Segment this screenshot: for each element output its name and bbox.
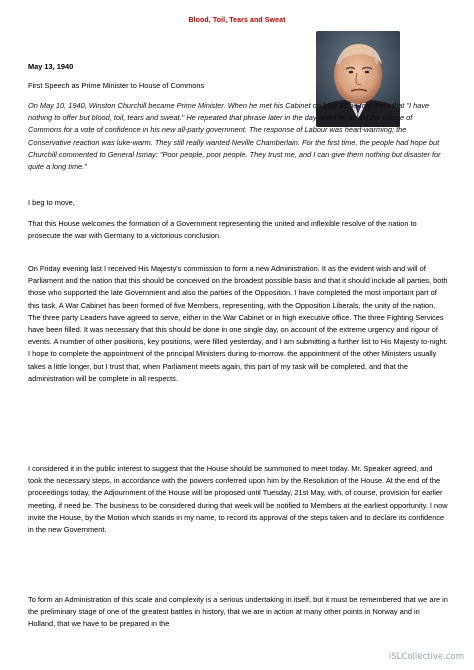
motion-text: That this House welcomes the formation of a Government representing the united and inflexible resolve of the nation to prosecute the war with Germany to a victorious conclusion. [28,219,417,241]
motion-intro: I beg to move, [28,198,75,207]
document-title: Blood, Toil, Tears and Sweat [188,17,286,24]
intro-paragraph: On May 10, 1940, Winston Churchill became Prime Minister. When he met his Cabinet on May 13 he told them that "I have nothing to offer but blood, toil, tears and sweat." He repeated that phrase later in the day when he asked the House of Commons for a vote of confidence in his new all-party government. The response of Labour was heart-warming; the Conservative reaction was luke-warm. They still really wanted Neville Chamberlain. For the first time, the people had hope but Churchill commented to General Ismay: "Poor people, poor people. They trust me, and I can give them nothing but disaster for quite a long time." [28,101,441,172]
site-watermark: iSLCollective.com [388,652,464,662]
speech-paragraph: To form an Administration of this scale and complexity is a serious undertaking in itself, but it must be remembered that we are in the preliminary stage of one of the greatest battles in history, that we are in action at many other points in Norway and in Holland, that we have to be prepared in the [28,595,448,629]
speech-subtitle: First Speech as Prime Minister to House of Commons [28,81,205,90]
speech-paragraph: I considered it in the public interest to suggest that the House should be summoned to meet today. Mr. Speaker agreed, and took the necessary steps, in accordance with the powers conferred upon him by the Resolution of the House. At the end of the proceedings today, the Adjournment of the House will be proposed until Tuesday, 21st May, with, of course, provision for earlier meeting, if need be. The business to be considered during that week will be notified to Members at the earliest opportunity. I now invite the House, by the Motion which stands in my name, to record its approval of the steps taken and to declare its confidence in the new Government. [28,464,448,535]
speech-paragraph: On Friday evening last I received His Majesty's commission to form a new Administration. It as the evident wish and will of Parliament and the nation that this should be conceived on the broadest possible basis and that it should include all parties, both those who supported the late Government and also the parties of the Opposition. I have completed the most important part of this task. A War Cabinet has been formed of five Members, representing, with the Opposition Liberals, the unity of the nation. The three party Leaders have agreed to serve, either in the War Cabinet or in high executive office. The three Fighting Services have been filled. It was necessary that this should be done in one single day, on account of the extreme urgency and rigour of events. A number of other positions, key positions, were filled yesterday, and I am submitting a further list to His Majesty to-night. I hope to complete the appointment of the principal Ministers during to-morrow. the appointment of the other Ministers usually takes a little longer, but I trust that, when Parliament meets again, this part of my task will be completed, and that the administration will be complete in all respects. [28,264,448,383]
speech-date: May 13, 1940 [28,62,74,71]
